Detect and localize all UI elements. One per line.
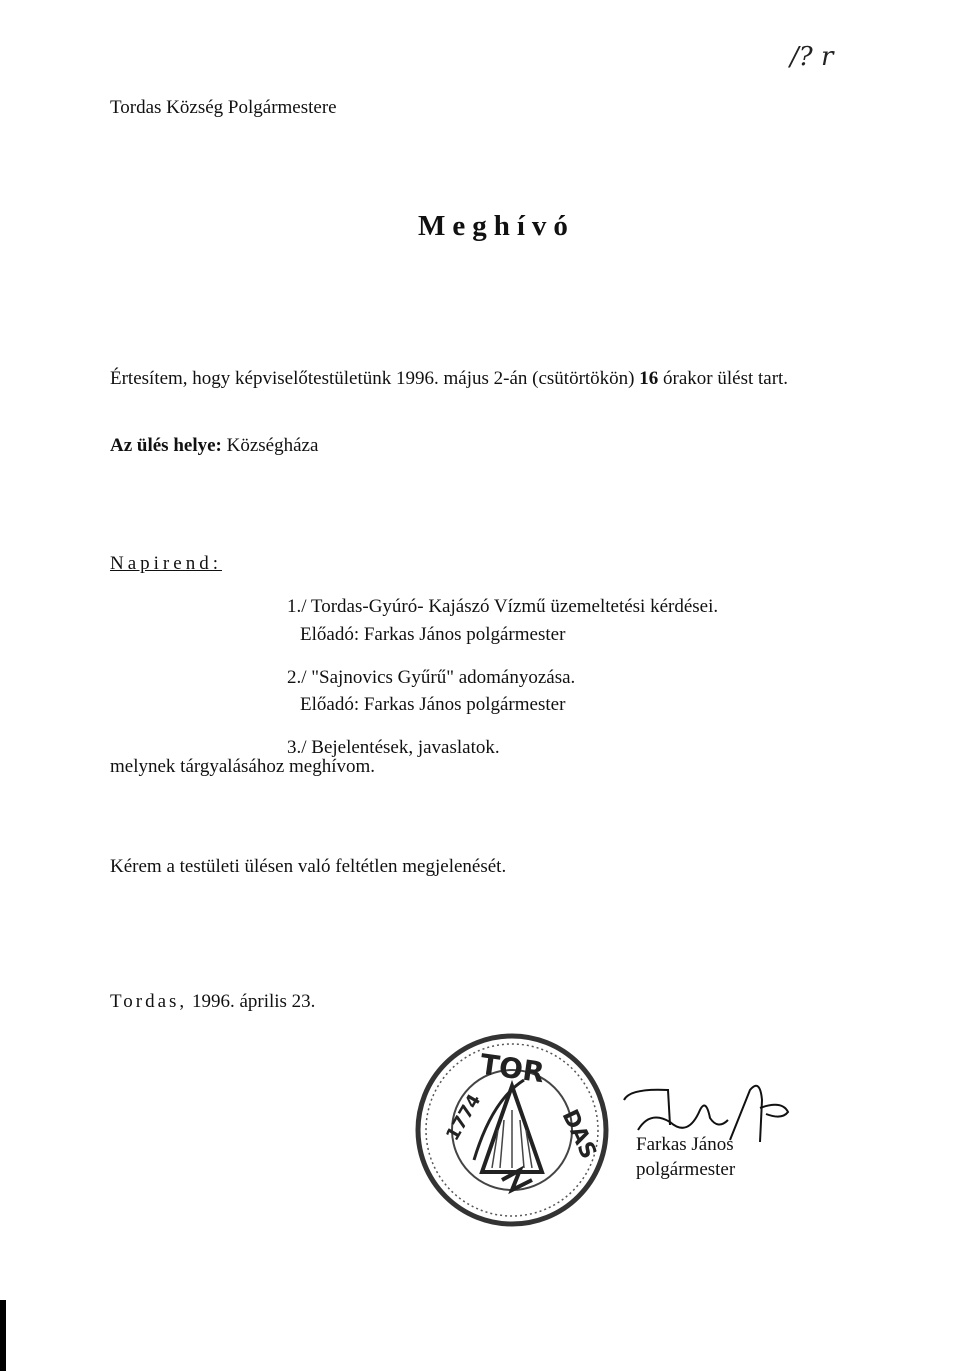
handwritten-corner-mark: /? r [790,42,834,72]
date: 1996. április 23. [191,991,316,1012]
agenda-heading: Napirend: [110,553,222,574]
agenda-item-2-presenter: Előadó: Farkas János polgármester [300,694,566,715]
venue-line [110,435,318,457]
meeting-hour: 16 [639,368,659,389]
agenda-item-1-presenter: Előadó: Farkas János polgármester [300,624,566,645]
svg-text:1774: 1774 [442,1090,486,1145]
place-date-line [110,991,315,1013]
agenda-item-3-title: 3./ Bejelentések, javaslatok. [287,737,500,758]
signatory-name: Farkas János [636,1134,734,1155]
closing-invite: melynek tárgyalásához meghívom. [110,756,376,777]
scan-edge-artifact [0,1300,6,1371]
sender-line: Tordas Község Polgármestere [110,97,337,118]
svg-text:DAS: DAS [556,1105,601,1163]
intro-text-after: órakor ülést tart. [658,368,789,389]
attendance-request: Kérem a testületi ülésen való feltétlen megjelenését. [110,856,507,877]
venue-value: Községháza [226,435,319,456]
intro-text-before: Értesítem, hogy képviselőtestületünk 1996. május 2-án (csütörtökön) [110,368,640,389]
venue-label: Az ülés helye: [110,435,222,456]
signatory-role: polgármester [636,1159,736,1180]
agenda-item-1-title: 1./ Tordas-Gyúró- Kajászó Vízmű üzemeltetési kérdései. [287,596,719,617]
svg-text:TOR: TOR [477,1047,547,1090]
place: Tordas, [110,991,188,1012]
agenda-item-2-title: 2./ "Sajnovics Gyűrű" adományozása. [287,667,576,688]
document-title: Meghívó [418,210,575,242]
official-seal-stamp [412,1030,612,1230]
intro-sentence [110,368,788,390]
